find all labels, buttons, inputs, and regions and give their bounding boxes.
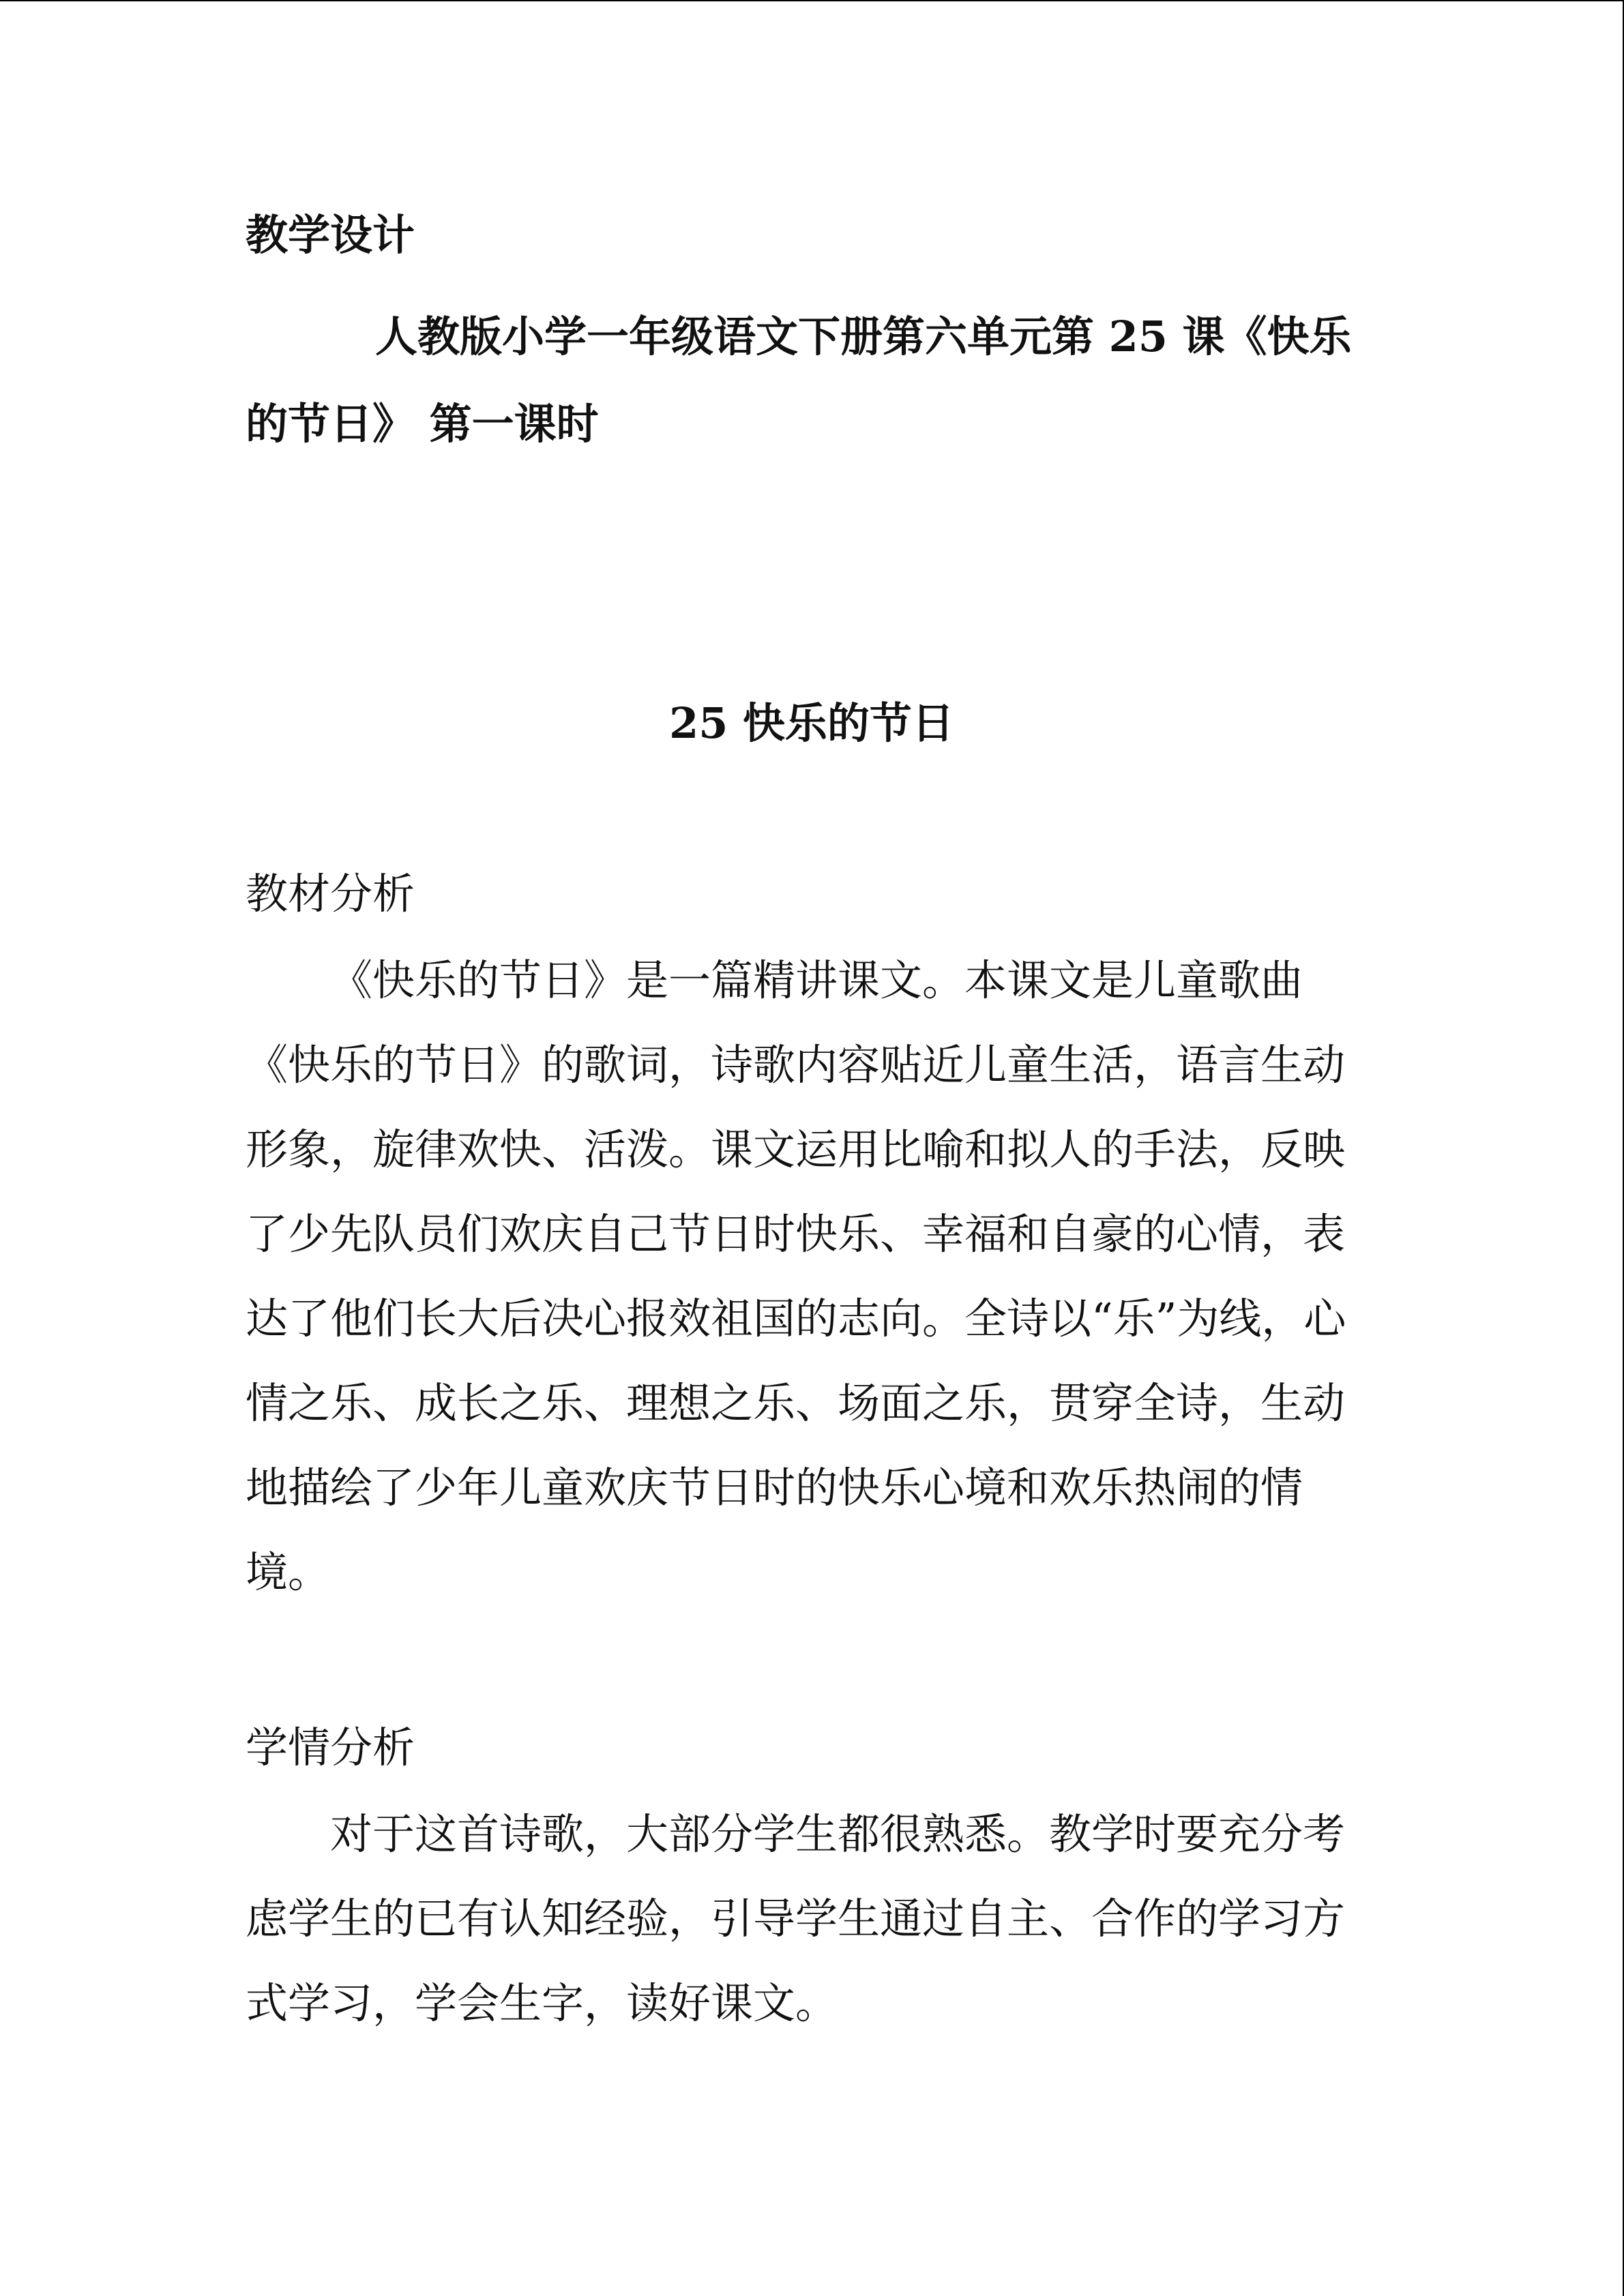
section-learner-analysis bbox=[246, 1717, 1378, 2046]
section-heading: 学情分析 bbox=[246, 1723, 415, 1772]
section-paragraph: 《快乐的节日》是一篇精讲课文。本课文是儿童歌曲《快乐的节日》的歌词，诗歌内容贴近儿童生活，语言生动形象，旋律欢快、活泼。课文运用比喻和拟人的手法，反映了少先队员们欢庆自己节日时快乐、幸福和自豪的心情，表达了他们长大后决心报效祖国的志向。全诗以“乐”为线，心情之乐、成长之乐、理想之乐、场面之乐，贯穿全诗，生动地描绘了少年儿童欢庆节日时的快乐心境和欢乐热闹的情境。 bbox=[246, 955, 1346, 1597]
document-label: 教学设计 bbox=[246, 210, 415, 260]
document-subtitle: 人教版小学一年级语文下册第六单元第 25 课《快乐的节日》 第一课时 bbox=[246, 312, 1352, 449]
section-paragraph: 对于这首诗歌，大部分学生都很熟悉。教学时要充分考虑学生的已有认知经验，引导学生通过自主、合作的学习方式学习，学会生字，读好课文。 bbox=[246, 1809, 1346, 2028]
document-body bbox=[246, 205, 1378, 2046]
lesson-title: 25 快乐的节日 bbox=[669, 698, 954, 748]
section-heading: 教材分析 bbox=[246, 869, 415, 919]
section-material-analysis bbox=[246, 863, 1378, 1615]
